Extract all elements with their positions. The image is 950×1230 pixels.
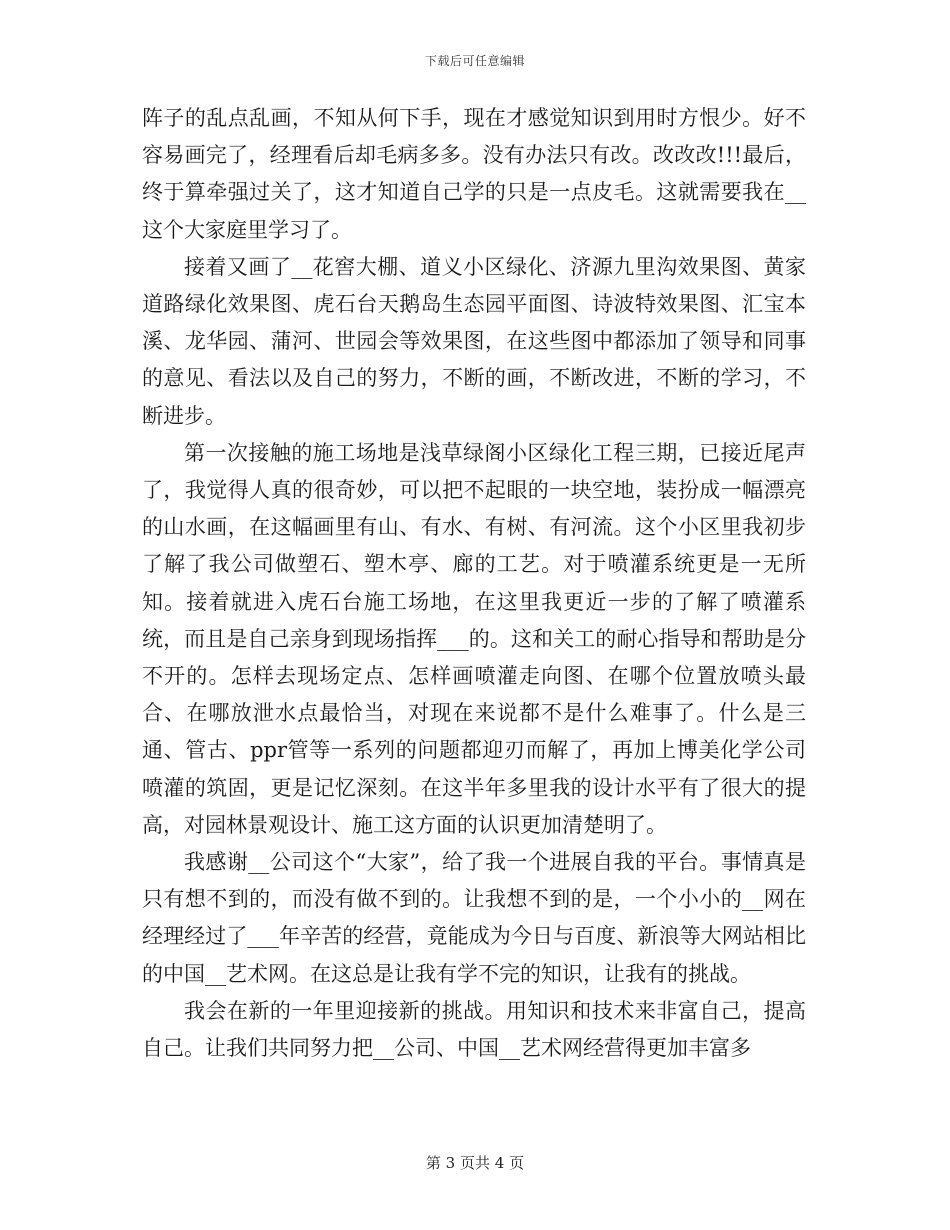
paragraph-5: 我会在新的一年里迎接新的挑战。用知识和技术来非富自己，提高自己。让我们共同努力把__公司、中国__艺术网经营得更加丰富多 [142, 998, 806, 1061]
paragraph-4: 我感谢__公司这个“大家”，给了我一个进展自我的平台。事情真是只有想不到的，而没有做不到的。让我想不到的是，一个小小的__网在经理经过了___年辛苦的经营，竟能成为今日与百度、新浪等大网站相比的中国__艺术网。在这总是让我有学不完的知识，让我有的挑战。 [142, 850, 806, 986]
document-body [142, 100, 806, 1067]
paragraph-2: 接着又画了__花窖大棚、道义小区绿化、济源九里沟效果图、黄家道路绿化效果图、虎石台天鹅岛生态园平面图、诗波特效果图、汇宝本溪、龙华园、蒲河、世园会等效果图，在这些图中都添加了领导和同事的意见、看法以及自己的努力，不断的画，不断改进，不断的学习，不断进步。 [142, 254, 806, 428]
paragraph-1: 阵子的乱点乱画，不知从何下手，现在才感觉知识到用时方恨少。好不容易画完了，经理看后却毛病多多。没有办法只有改。改改改!!!最后，终于算牵强过关了，这才知道自己学的只是一点皮毛。这就需要我在__这个大家庭里学习了。 [142, 106, 806, 242]
page-header: 下载后可任意编辑 [424, 54, 525, 68]
paragraph-3: 第一次接触的施工场地是浅草绿阁小区绿化工程三期，已接近尾声了，我觉得人真的很奇妙，可以把不起眼的一块空地，装扮成一幅漂亮的山水画，在这幅画里有山、有水、有树、有河流。这个小区里我初步了解了我公司做塑石、塑木亭、廊的工艺。对于喷灌系统更是一无所知。接着就进入虎石台施工场地，在这里我更近一步的了解了喷灌系统，而且是自己亲身到现场指挥___的。这和关工的耐心指导和帮助是分不开的。怎样去现场定点、怎样画喷灌走向图、在哪个位置放喷头最合、在哪放泄水点最恰当，对现在来说都不是什么难事了。什么是三通、管古、ppr管等一系列的问题都迎刃而解了，再加上博美化学公司喷灌的筑固，更是记忆深刻。在这半年多里我的设计水平有了很大的提高，对园林景观设计、施工这方面的认识更加清楚明了。 [142, 440, 806, 837]
page-footer: 第 3 页共 4 页 [425, 1154, 525, 1172]
